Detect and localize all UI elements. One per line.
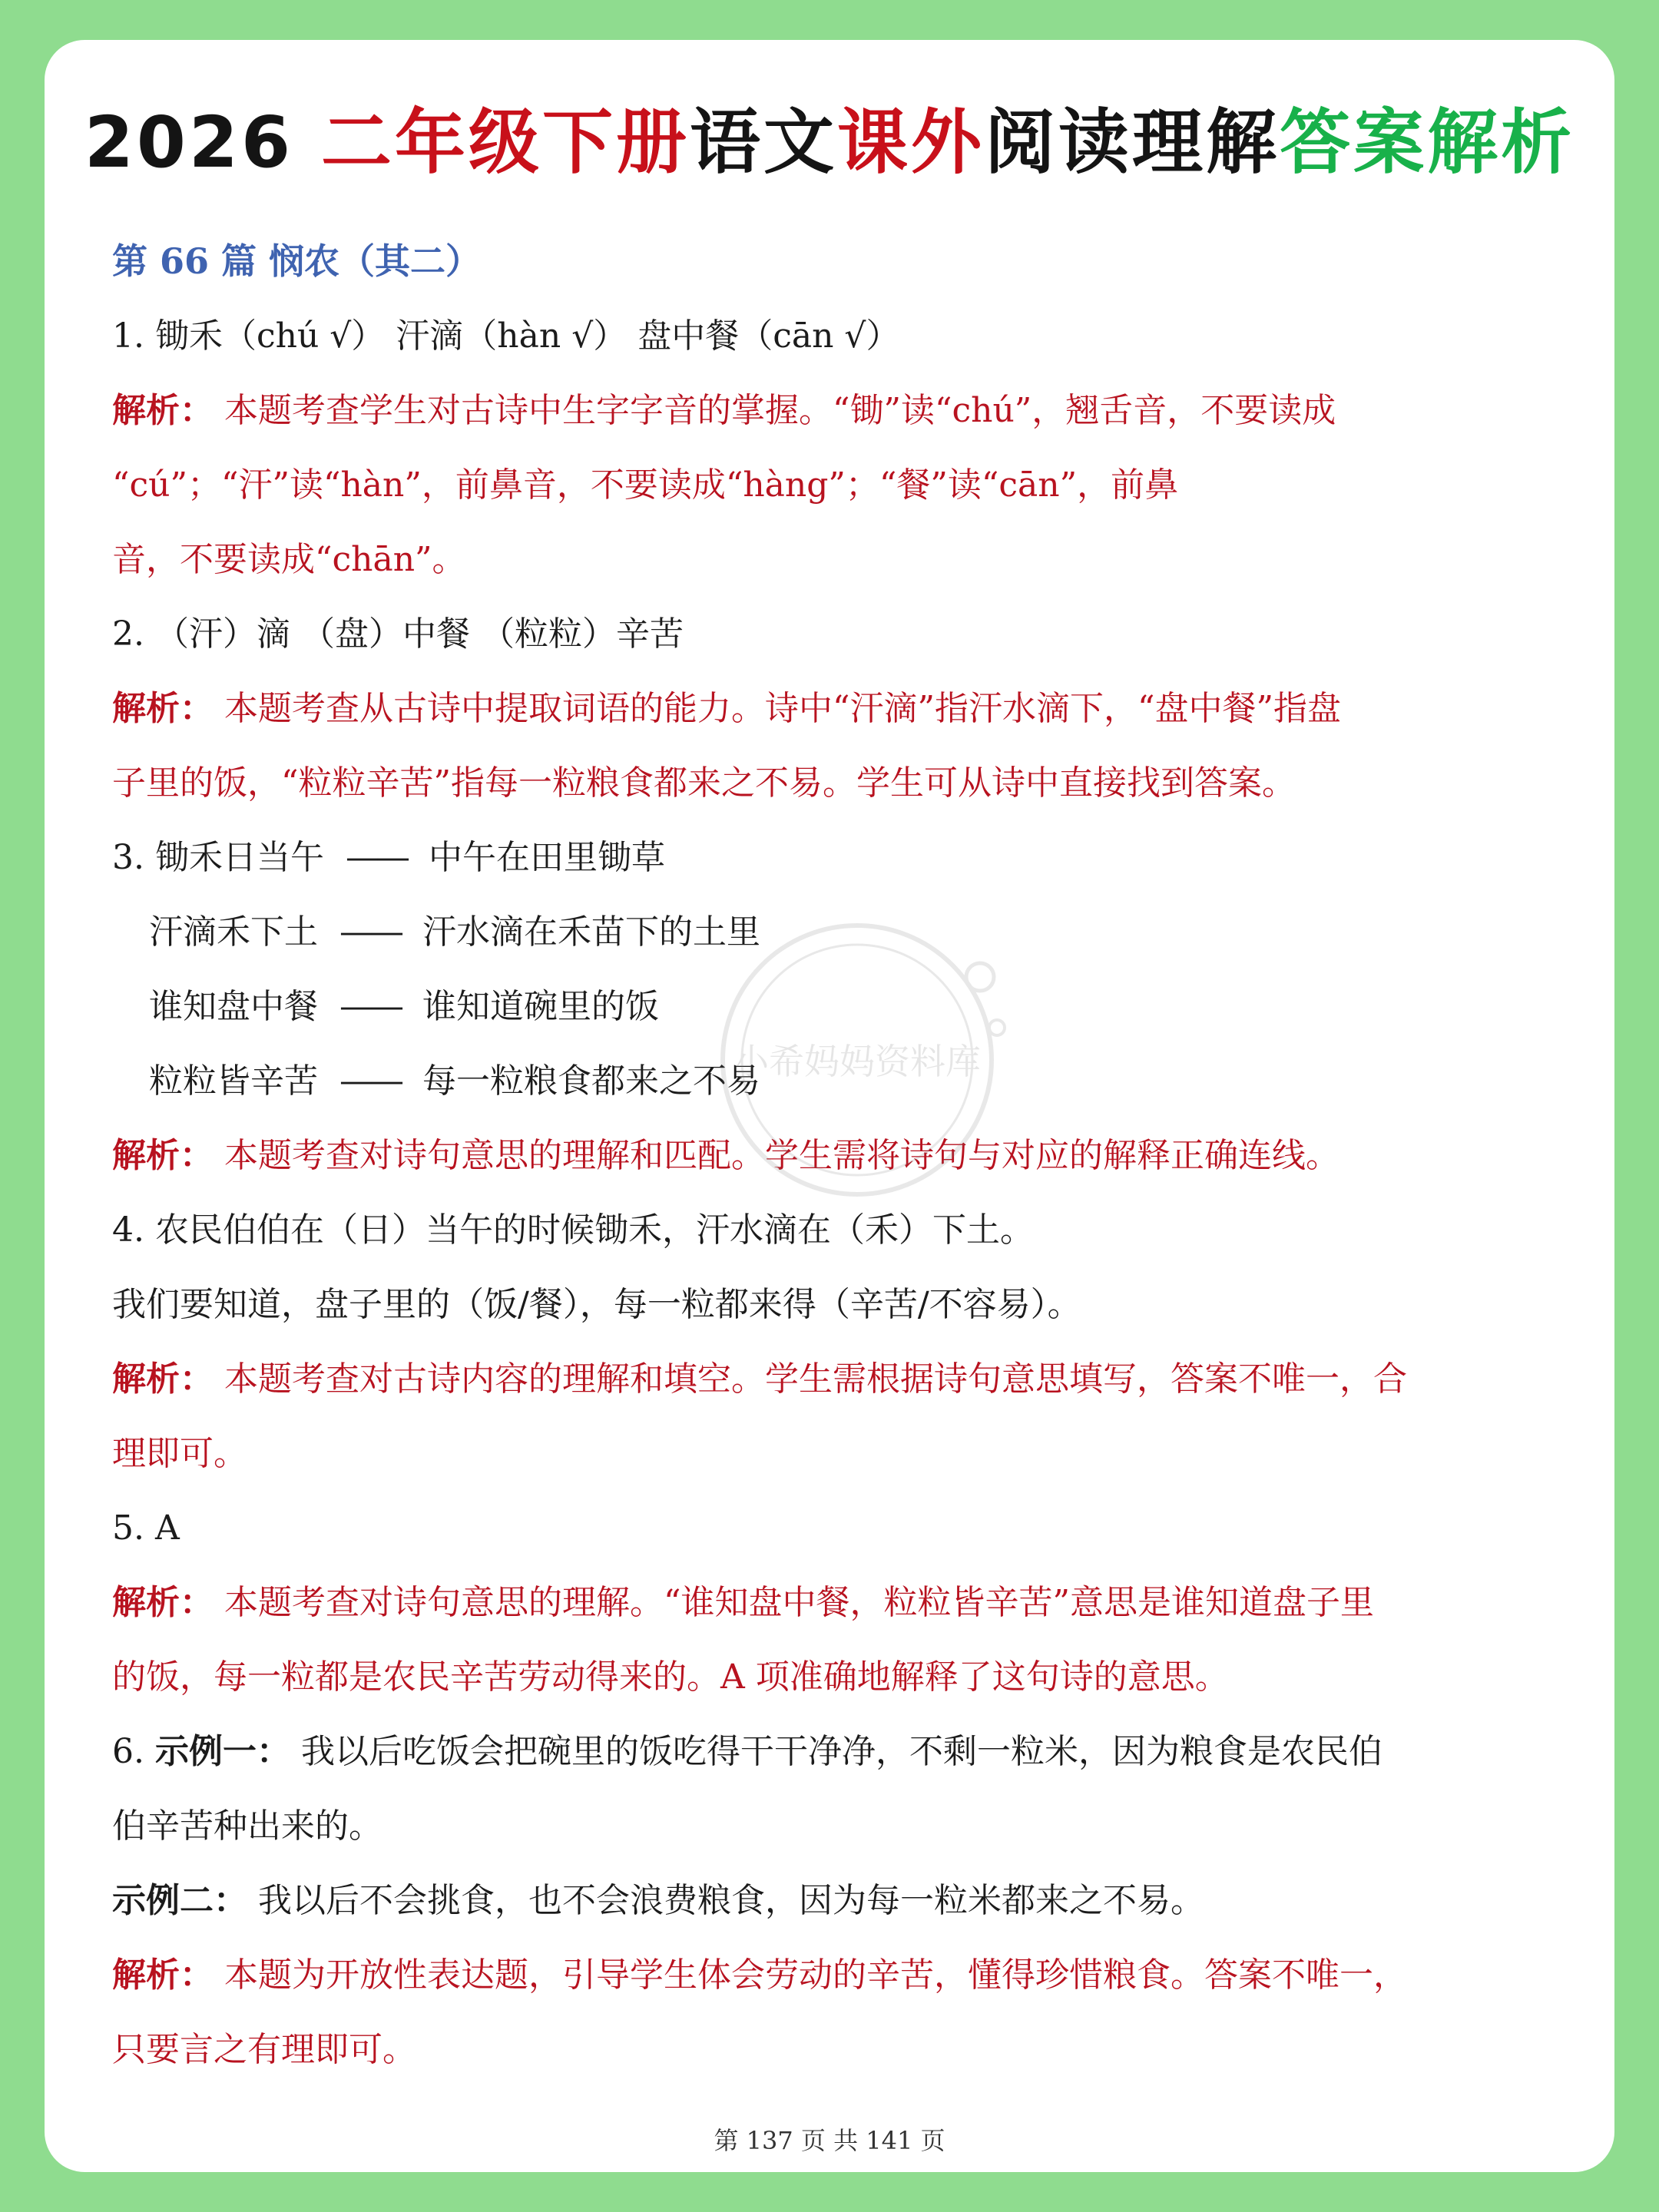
q3-dash: —— bbox=[345, 838, 407, 877]
q2-answer: 2. （汗）滴 （盘）中餐 （粒粒）辛苦 bbox=[112, 614, 684, 654]
title-answers: 答案解析 bbox=[1280, 101, 1575, 184]
q2-explanation-line-1: 解析： 本题考查从古诗中提取词语的能力。诗中“汗滴”指汗水滴下，“盘中餐”指盘 bbox=[112, 689, 1341, 728]
q1-explanation-label: 解析： bbox=[112, 391, 214, 430]
q6-example2-label: 示例二： bbox=[112, 1881, 247, 1920]
q3-explanation-label: 解析： bbox=[112, 1136, 214, 1175]
q3-pair-3 bbox=[112, 969, 1587, 1044]
q4-answer-line-1: 4. 农民伯伯在（日）当午的时候锄禾，汗水滴在（禾）下土。 bbox=[112, 1210, 1034, 1250]
title-subject: 语文 bbox=[690, 101, 838, 184]
q6-example2: 示例二： 我以后不会挑食，也不会浪费粮食，因为每一粒米都来之不易。 bbox=[112, 1881, 1204, 1920]
q3-poem-1: 锄禾日当午 bbox=[154, 838, 324, 877]
q5-explanation-line-2: 的饭，每一粒都是农民辛苦劳动得来的。A 项准确地解释了这句诗的意思。 bbox=[112, 1657, 1229, 1697]
q3-pair-1 bbox=[112, 820, 1587, 895]
page-card bbox=[45, 40, 1614, 2172]
q5-answer: 5. A bbox=[112, 1508, 180, 1548]
q4-explanation-line-2: 理即可。 bbox=[112, 1434, 247, 1473]
q6-explanation-line-2: 只要言之有理即可。 bbox=[112, 2030, 416, 2069]
q5-explanation-label: 解析： bbox=[112, 1583, 214, 1622]
q6-explanation-line-1: 解析： 本题为开放性表达题，引导学生体会劳动的辛苦，懂得珍惜粮食。答案不唯一， bbox=[112, 1955, 1407, 1995]
q3-meaning-4: 每一粒粮食都来之不易 bbox=[422, 1061, 760, 1101]
q3-number: 3. bbox=[112, 838, 144, 877]
q6-example1-label: 示例一： bbox=[154, 1732, 290, 1771]
q1-explanation-line-3: 音，不要读成“chān”。 bbox=[112, 540, 466, 579]
q3-pair-4 bbox=[112, 1044, 1587, 1118]
q1-explanation-line-1: 解析： 本题考查学生对古诗中生字字音的掌握。“锄”读“chú”，翘舌音，不要读成 bbox=[112, 391, 1336, 430]
q3-poem-4: 粒粒皆辛苦 bbox=[149, 1061, 318, 1101]
q3-pair-2 bbox=[112, 895, 1587, 969]
title-grade: 二年级下册 bbox=[321, 101, 690, 184]
q6-example1-line-1: 6. 示例一： 我以后吃饭会把碗里的饭吃得干干净净，不剩一粒米，因为粮食是农民伯 bbox=[112, 1732, 1382, 1771]
page-footer: 第 137 页 共 141 页 bbox=[714, 2126, 945, 2155]
q1-explanation-line-2: “cú”；“汗”读“hàn”，前鼻音，不要读成“hàng”；“餐”读“cān”，前鼻 bbox=[112, 465, 1179, 505]
page-title bbox=[45, 86, 1614, 187]
q2-explanation-line-2: 子里的饭，“粒粒辛苦”指每一粒粮食都来之不易。学生可从诗中直接找到答案。 bbox=[112, 763, 1296, 803]
title-reading: 阅读理解 bbox=[985, 101, 1280, 184]
q6-number: 6. bbox=[112, 1732, 144, 1771]
watermark-text: 小希妈妈资料库 bbox=[733, 1041, 981, 1082]
q3-explanation-line-1: 解析： 本题考查对诗句意思的理解和匹配。学生需将诗句与对应的解释正确连线。 bbox=[112, 1136, 1339, 1175]
title-year: 2026 bbox=[84, 101, 321, 184]
q3-dash: —— bbox=[339, 1061, 401, 1101]
q4-answer-line-2: 我们要知道，盘子里的（饭/餐），每一粒都来得（辛苦/不容易）。 bbox=[112, 1285, 1081, 1324]
q3-meaning-3: 谁知道碗里的饭 bbox=[422, 987, 659, 1026]
q1-answer: 1. 锄禾（chú √） 汗滴（hàn √） 盘中餐（cān √） bbox=[112, 316, 900, 356]
title-extra: 课外 bbox=[837, 101, 985, 184]
answer-content bbox=[112, 224, 1587, 2087]
q3-poem-3: 谁知盘中餐 bbox=[149, 987, 318, 1026]
q3-dash: —— bbox=[339, 912, 401, 952]
q4-explanation-label: 解析： bbox=[112, 1359, 214, 1399]
q5-explanation-line-1: 解析： 本题考查对诗句意思的理解。“谁知盘中餐，粒粒皆辛苦”意思是谁知道盘子里 bbox=[112, 1583, 1374, 1622]
q4-explanation-line-1: 解析： 本题考查对古诗内容的理解和填空。学生需根据诗句意思填写，答案不唯一，合 bbox=[112, 1359, 1407, 1399]
section-heading: 第 66 篇 悯农（其二） bbox=[112, 240, 482, 282]
q3-meaning-1: 中午在田里锄草 bbox=[428, 838, 665, 877]
q3-poem-2: 汗滴禾下土 bbox=[149, 912, 318, 952]
q3-dash: —— bbox=[339, 987, 401, 1026]
q6-explanation-label: 解析： bbox=[112, 1955, 214, 1995]
q2-explanation-label: 解析： bbox=[112, 689, 214, 728]
q6-example1-line-2: 伯辛苦种出来的。 bbox=[112, 1806, 382, 1846]
q3-meaning-2: 汗水滴在禾苗下的土里 bbox=[422, 912, 760, 952]
